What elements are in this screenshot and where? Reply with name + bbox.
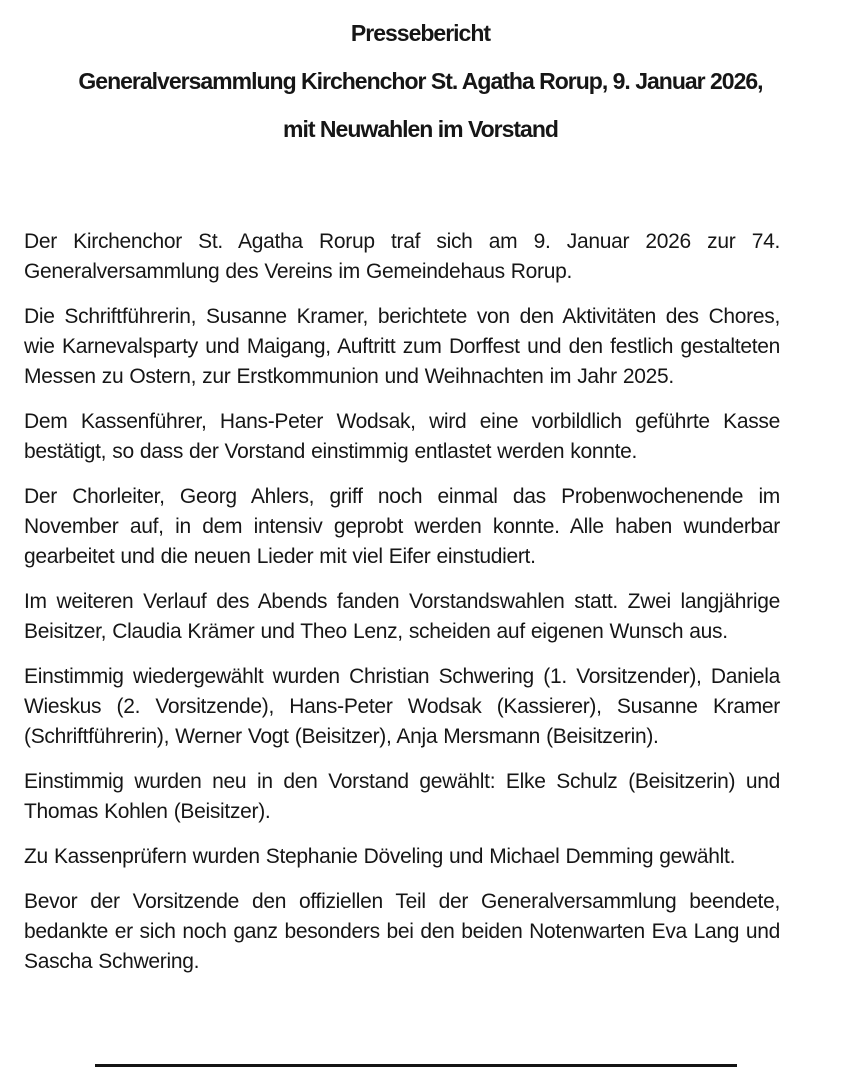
document-subtitle-elections: mit Neuwahlen im Vorstand bbox=[283, 116, 558, 142]
paragraph-auditors: Zu Kassenprüfern wurden Stephanie Döveling und Michael Demming gewählt. bbox=[24, 845, 736, 868]
document-title: Pressebericht bbox=[350, 20, 491, 46]
paragraph-treasurer-report: Dem Kassenführer, Hans-Peter Wodsak, wird eine vorbildlich geführte Kasse bestätigt, so dass der Vorstand einstimmig entlastet werden konnte. bbox=[24, 410, 780, 463]
document-heading bbox=[0, 0, 841, 144]
paragraph-meeting-intro: Der Kirchenchor St. Agatha Rorup traf sich am 9. Januar 2026 zur 74. Generalversammlung des Vereins im Gemeindehaus Rorup. bbox=[24, 230, 780, 283]
paragraph-secretary-report: Die Schriftführerin, Susanne Kramer, berichtete von den Aktivitäten des Chores, wie Karnevalsparty und Maigang, Auftritt zum Dorffest und den festlich gestalteten Messen zu Ostern, zur Erstkommunion und Weihnachten im Jahr 2025. bbox=[24, 305, 780, 388]
paragraph-new-members: Einstimmig wurden neu in den Vorstand gewählt: Elke Schulz (Beisitzerin) und Thomas Kohlen (Beisitzer). bbox=[24, 770, 780, 823]
paragraph-board-elections: Im weiteren Verlauf des Abends fanden Vorstandswahlen statt. Zwei langjährige Beisitzer, Claudia Krämer und Theo Lenz, scheiden auf eigenen Wunsch aus. bbox=[24, 590, 780, 643]
document-subtitle-event: Generalversammlung Kirchenchor St. Agatha Rorup, 9. Januar 2026, bbox=[78, 68, 763, 94]
document-body bbox=[0, 227, 780, 977]
paragraph-closing-thanks: Bevor der Vorsitzende den offiziellen Teil der Generalversammlung beendete, bedankte er sich noch ganz besonders bei den beiden Notenwarten Eva Lang und Sascha Schwering. bbox=[24, 890, 780, 973]
paragraph-choir-director: Der Chorleiter, Georg Ahlers, griff noch einmal das Probenwochenende im November auf, in dem intensiv geprobt werden konnte. Alle haben wunderbar gearbeitet und die neuen Lieder mit viel Eifer einstudiert. bbox=[24, 485, 780, 568]
paragraph-reelected-members: Einstimmig wiedergewählt wurden Christian Schwering (1. Vorsitzender), Daniela Wieskus (2. Vorsitzende), Hans-Peter Wodsak (Kassierer), Susanne Kramer (Schriftführerin), Werner Vogt (Beisitzer), Anja Mersmann (Beisitzerin). bbox=[24, 665, 780, 748]
